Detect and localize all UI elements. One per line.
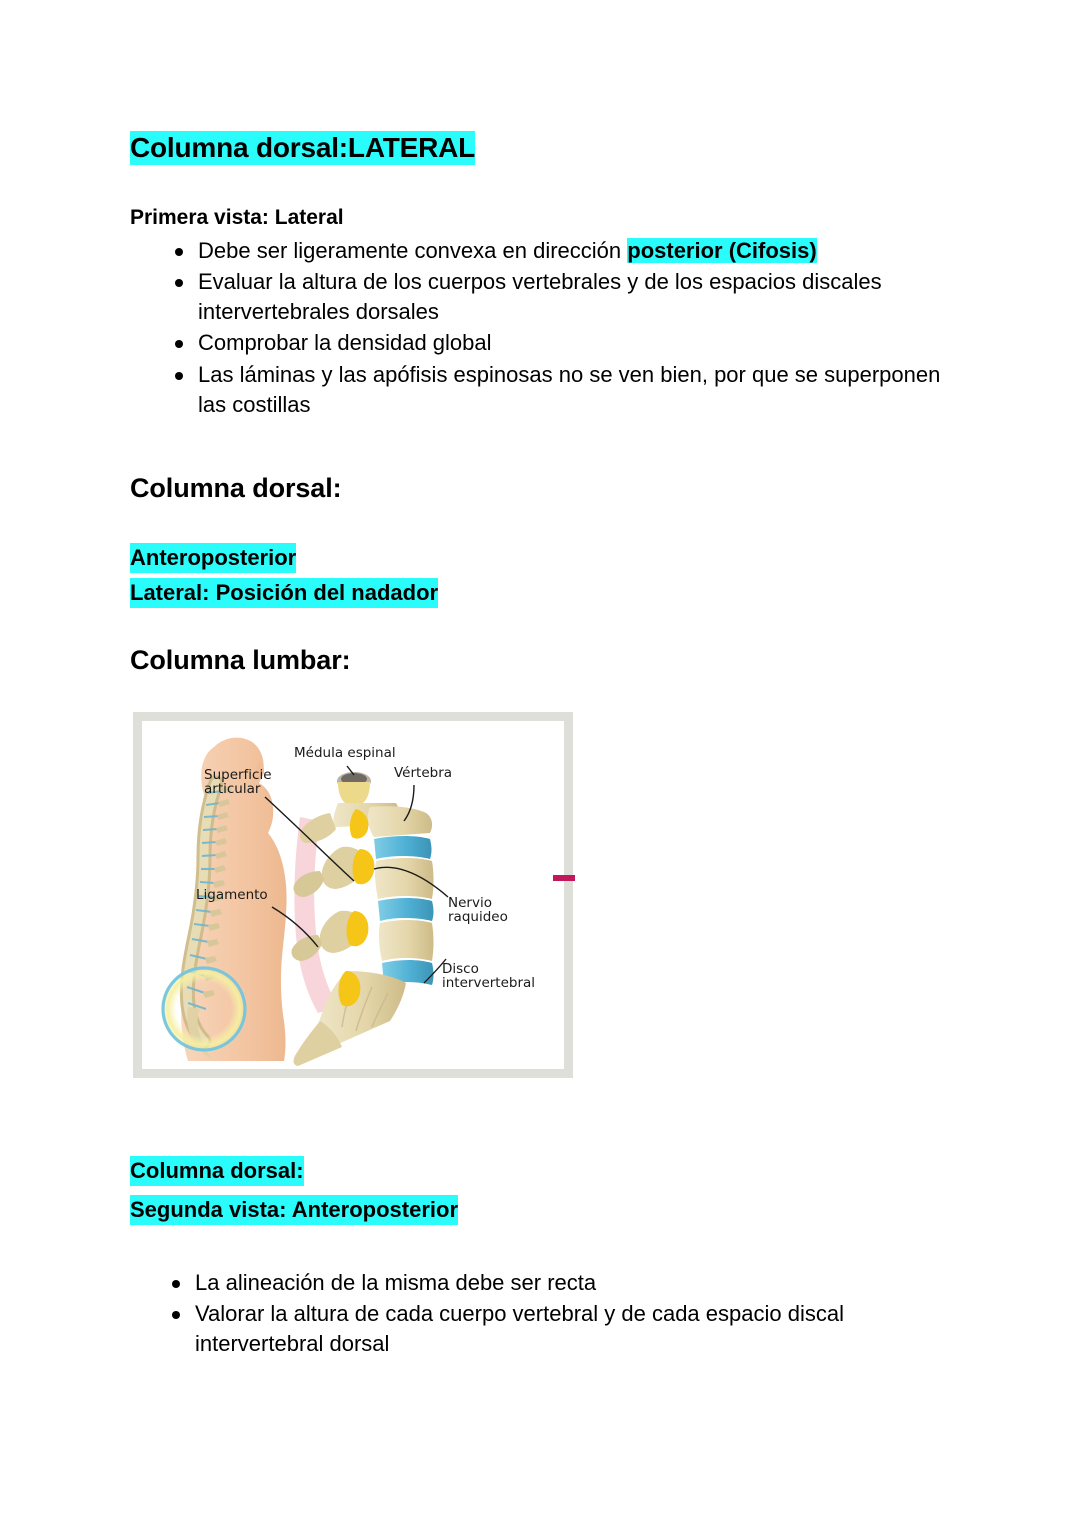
lumbar-heading: Columna lumbar: (130, 645, 351, 675)
label-nervio-raquideo-line1: Nervio (448, 895, 492, 911)
second-view-heading-line-1: Columna dorsal: (130, 1156, 304, 1186)
bullet-text: Debe ser ligeramente convexa en dirección (198, 238, 628, 263)
list-item (130, 236, 960, 266)
list-item: La alineación de la misma debe ser recta (130, 1268, 970, 1298)
lumbar-heading-block (130, 644, 351, 678)
dorsal-view-lateral-block (130, 578, 438, 608)
dorsal-heading-block (130, 472, 342, 506)
second-view-heading-line-2: Segunda vista: Anteroposterior (130, 1195, 458, 1225)
label-nervio-raquideo-line2: raquideo (448, 909, 508, 925)
dorsal-heading: Columna dorsal: (130, 473, 342, 503)
list-item: Valorar la altura de cada cuerpo vertebral y de cada espacio discal intervertebral dorsal (130, 1299, 970, 1359)
spine-anatomy-figure (133, 712, 573, 1078)
first-view-bullet-list (130, 236, 960, 421)
label-medula-espinal: Médula espinal (294, 745, 396, 761)
first-view-heading: Primera vista: Lateral (130, 206, 344, 229)
second-view-heading-block-1 (130, 1156, 304, 1186)
lumbar-highlight-glow (160, 965, 248, 1053)
list-item: Comprobar la densidad global (130, 328, 960, 358)
list-item: Las láminas y las apófisis espinosas no se ven bien, por que se superponen las costillas (130, 360, 960, 420)
label-disco-intervertebral-line1: Disco (442, 961, 479, 977)
intervertebral-disc (378, 898, 434, 921)
second-view-bullet-list (130, 1268, 970, 1360)
label-superficie-articular-line1: Superficie (204, 767, 272, 783)
intervertebral-disc (374, 836, 432, 859)
page-title-block (130, 131, 475, 165)
label-ligamento: Ligamento (196, 887, 268, 903)
label-disco-intervertebral-line2: intervertebral (442, 975, 536, 991)
spine-anatomy-illustration (142, 721, 564, 1069)
dorsal-view-ap-block (130, 543, 296, 573)
bullet-highlight: posterior (Cifosis) (627, 238, 817, 263)
list-item: Evaluar la altura de los cuerpos vertebrales y de los espacios discales intervertebrales dorsales (130, 267, 960, 327)
dorsal-view-lateral: Lateral: Posición del nadador (130, 578, 438, 608)
label-superficie-articular-line2: articular (204, 781, 261, 797)
second-view-heading-block-2 (130, 1195, 458, 1225)
page-title: Columna dorsal:LATERAL (130, 131, 475, 165)
figure-canvas (142, 721, 564, 1069)
first-view-heading-block (130, 204, 344, 231)
dorsal-view-ap: Anteroposterior (130, 543, 296, 573)
label-vertebra: Vértebra (394, 765, 453, 781)
red-edge-marker (553, 875, 575, 881)
